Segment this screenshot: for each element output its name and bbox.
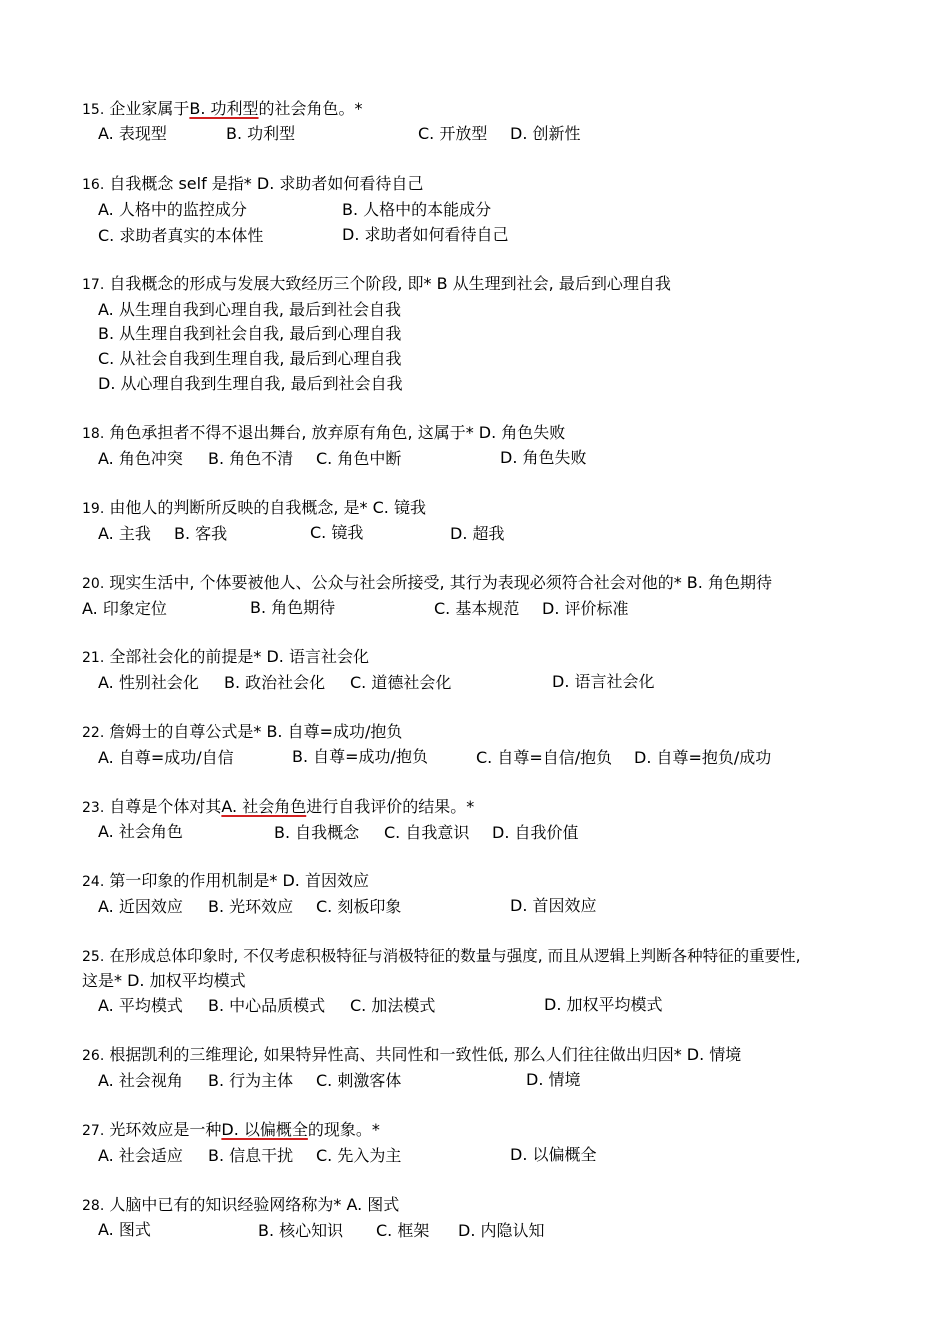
option-b: B. 客我 <box>174 524 228 543</box>
option-d: D. 以偏概全 <box>510 1145 597 1164</box>
option-d: D. 自我价值 <box>492 823 579 842</box>
option-b: B. 核心知识 <box>258 1221 344 1240</box>
stem-text: 光环效应是一种 <box>109 1120 222 1139</box>
option-d: D. 自尊=抱负/成功 <box>634 748 772 767</box>
stem-text: 第一印象的作用机制是* D. 首因效应 <box>109 871 369 890</box>
option-b: B. 自我概念 <box>274 823 360 842</box>
option-a: A. 人格中的监控成分 <box>98 200 247 219</box>
option-a: A. 社会适应 <box>98 1146 183 1165</box>
option-d: D. 语言社会化 <box>552 672 655 691</box>
option-a: A. 主我 <box>98 524 151 543</box>
question-number: 20. <box>82 576 105 592</box>
option-a: A. 平均模式 <box>98 996 183 1015</box>
question-stem <box>82 1044 741 1066</box>
stem-text: 在形成总体印象时, 不仅考虑积极特征与消极特征的数量与强度, 而且从逻辑上判断各种特征的重要性, <box>109 947 801 965</box>
stem-text: 自尊是个体对其 <box>109 797 222 816</box>
stem-text: 全部社会化的前提是* D. 语言社会化 <box>109 647 369 666</box>
option-d: D. 评价标准 <box>542 599 629 618</box>
option-d: D. 求助者如何看待自己 <box>342 225 509 244</box>
question-stem <box>82 1194 399 1216</box>
option-d: D. 首因效应 <box>510 896 597 915</box>
option-b: B. 角色期待 <box>250 598 336 617</box>
option-a: A. 图式 <box>98 1220 151 1239</box>
option-d: D. 情境 <box>526 1070 581 1089</box>
stem-text: 的现象。* <box>307 1120 380 1139</box>
option-c: C. 加法模式 <box>350 996 436 1015</box>
question-stem <box>82 1119 380 1141</box>
stem-answer: A. 社会角色 <box>221 797 307 816</box>
option-b: B. 中心品质模式 <box>208 996 326 1015</box>
option-c: C. 求助者真实的本体性 <box>98 226 264 245</box>
question-stem <box>82 98 363 120</box>
question-number: 19. <box>82 501 105 517</box>
stem-answer: B. 功利型 <box>189 99 259 118</box>
question-number: 18. <box>82 426 105 442</box>
stem-text: 根据凯利的三维理论, 如果特异性高、共同性和一致性低, 那么人们往往做出归因* D. 情境 <box>109 1045 742 1064</box>
question-number: 22. <box>82 725 105 741</box>
option-c: C. 框架 <box>376 1221 430 1240</box>
question-stem <box>82 497 426 519</box>
question-number: 15. <box>82 102 105 118</box>
stem-text: 企业家属于 <box>109 99 190 118</box>
option-a: A. 社会角色 <box>98 822 183 841</box>
question-number: 21. <box>82 650 105 666</box>
stem-text: 由他人的判断所反映的自我概念, 是* C. 镜我 <box>109 498 426 517</box>
stem-text: 现实生活中, 个体要被他人、公众与社会所接受, 其行为表现必须符合社会对他的* B. 角色期待 <box>109 573 772 592</box>
option-c: C. 刻板印象 <box>316 897 402 916</box>
question-number: 24. <box>82 874 105 890</box>
question-stem <box>82 870 369 892</box>
question-stem <box>82 646 369 668</box>
question-stem <box>82 945 801 967</box>
option-b: B. 功利型 <box>226 124 296 143</box>
question-stem <box>82 796 474 818</box>
option-a: A. 近因效应 <box>98 897 183 916</box>
option-c: C. 角色中断 <box>316 449 402 468</box>
option-c: C. 自我意识 <box>384 823 470 842</box>
option-a: A. 表现型 <box>98 124 167 143</box>
stem-text: 这是* D. 加权平均模式 <box>82 971 246 990</box>
option-a: A. 角色冲突 <box>98 449 183 468</box>
option-b: B. 从生理自我到社会自我, 最后到心理自我 <box>98 324 402 343</box>
option-b: B. 行为主体 <box>208 1071 294 1090</box>
stem-text: 的社会角色。* <box>258 99 363 118</box>
option-b: B. 自尊=成功/抱负 <box>292 747 428 766</box>
question-stem <box>82 721 402 743</box>
stem-text: 进行自我评价的结果。* <box>306 797 475 816</box>
question-stem-line2 <box>82 970 246 992</box>
option-a: A. 自尊=成功/自信 <box>98 748 234 767</box>
option-d: D. 内隐认知 <box>458 1221 545 1240</box>
option-a: A. 从生理自我到心理自我, 最后到社会自我 <box>98 300 402 319</box>
question-number: 16. <box>82 177 105 193</box>
option-a: A. 性别社会化 <box>98 673 199 692</box>
question-number: 17. <box>82 277 105 293</box>
option-a: A. 社会视角 <box>98 1071 183 1090</box>
stem-text: 自我概念的形成与发展大致经历三个阶段, 即* B 从生理到社会, 最后到心理自我 <box>109 274 671 293</box>
option-a: A. 印象定位 <box>82 599 167 618</box>
question-stem <box>82 273 671 295</box>
stem-text: 詹姆士的自尊公式是* B. 自尊=成功/抱负 <box>109 722 403 741</box>
question-stem <box>82 572 772 594</box>
question-number: 28. <box>82 1198 105 1214</box>
option-b: B. 人格中的本能成分 <box>342 200 492 219</box>
question-number: 26. <box>82 1048 105 1064</box>
option-b: B. 角色不清 <box>208 449 294 468</box>
question-stem <box>82 173 423 195</box>
stem-text: 角色承担者不得不退出舞台, 放弃原有角色, 这属于* D. 角色失败 <box>109 423 566 442</box>
option-d: D. 超我 <box>450 524 505 543</box>
option-c: C. 先入为主 <box>316 1146 402 1165</box>
stem-text: 人脑中已有的知识经验网络称为* A. 图式 <box>109 1195 400 1214</box>
option-b: B. 信息干扰 <box>208 1146 294 1165</box>
option-d: D. 加权平均模式 <box>544 995 663 1014</box>
option-c: C. 刺激客体 <box>316 1071 402 1090</box>
stem-answer: D. 以偏概全 <box>221 1120 308 1139</box>
question-stem <box>82 422 565 444</box>
option-b: B. 光环效应 <box>208 897 294 916</box>
question-number: 25. <box>82 949 105 965</box>
option-c: C. 道德社会化 <box>350 673 452 692</box>
option-d: D. 角色失败 <box>500 448 587 467</box>
option-d: D. 从心理自我到生理自我, 最后到社会自我 <box>98 374 403 393</box>
question-number: 23. <box>82 800 105 816</box>
option-d: D. 创新性 <box>510 124 581 143</box>
option-c: C. 自尊=自信/抱负 <box>476 748 613 767</box>
option-b: B. 政治社会化 <box>224 673 326 692</box>
option-c: C. 从社会自我到生理自我, 最后到心理自我 <box>98 349 402 368</box>
option-c: C. 镜我 <box>310 523 364 542</box>
option-c: C. 基本规范 <box>434 599 520 618</box>
question-number: 27. <box>82 1123 105 1139</box>
stem-text: 自我概念 self 是指* D. 求助者如何看待自己 <box>109 174 424 193</box>
option-c: C. 开放型 <box>418 124 488 143</box>
